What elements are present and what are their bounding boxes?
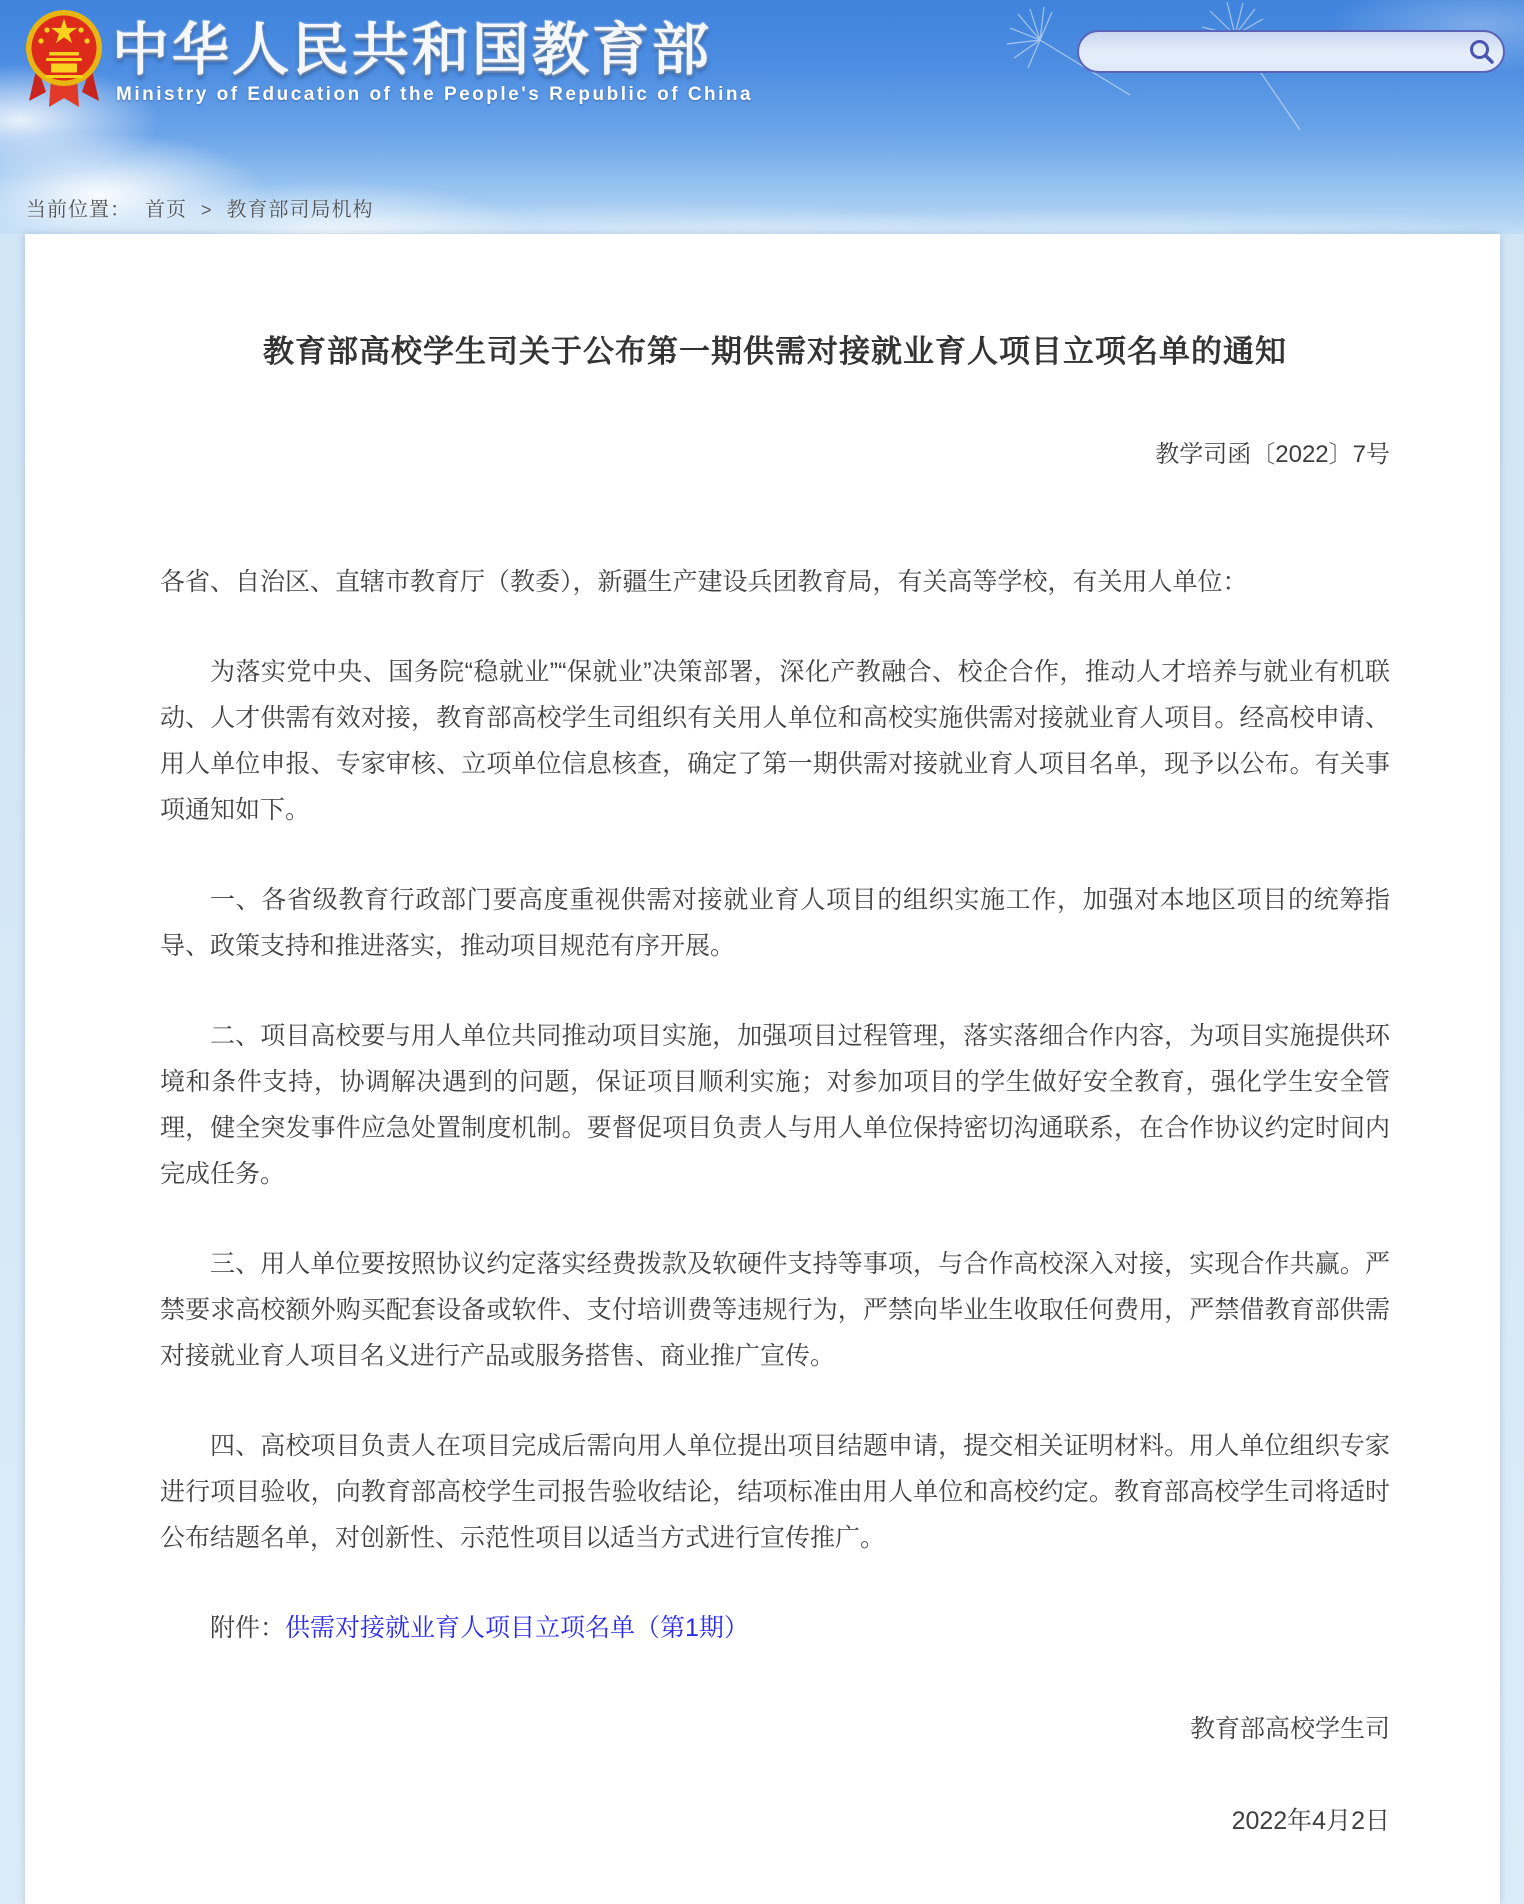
document-number: 教学司函〔2022〕7号 xyxy=(1155,441,1390,468)
salutation-paragraph: 各省、自治区、直辖市教育厅（教委），新疆生产建设兵团教育局，有关高等学校，有关用人单位： xyxy=(160,568,1248,596)
document-signature: 教育部高校学生司 xyxy=(1189,1715,1390,1743)
body-paragraph: 为落实党中央、国务院“稳就业”“保就业”决策部署，深化产教融合、校企合作，推动人才培养与就业有机联动、人才供需有效对接，教育部高校学生司组织有关用人单位和高校实施供需对接就业育人项目。经高校申请、用人单位申报、专家审核、立项单位信息核查，确定了第一期供需对接就业育人项目名单，现予以公布。有关事项通知如下。 xyxy=(160,658,1390,824)
body-paragraph: 三、用人单位要按照协议约定落实经费拨款及软硬件支持等事项，与合作高校深入对接，实现合作共赢。严禁要求高校额外购买配套设备或软件、支付培训费等违规行为，严禁向毕业生收取任何费用，严禁借教育部供需对接就业育人项目名义进行产品或服务搭售、商业推广宣传。 xyxy=(160,1250,1390,1370)
national-emblem-icon xyxy=(24,6,104,115)
body-paragraph: 一、各省级教育行政部门要高度重视供需对接就业育人项目的组织实施工作，加强对本地区项目的统筹指导、政策支持和推进落实，推动项目规范有序开展。 xyxy=(160,886,1390,960)
document-body xyxy=(160,559,1390,1841)
search-box xyxy=(1077,30,1505,73)
attachment-line xyxy=(160,1605,1390,1651)
search-button[interactable] xyxy=(1459,32,1503,71)
search-icon xyxy=(1468,38,1495,65)
breadcrumb-section-link[interactable]: 教育部司局机构 xyxy=(226,199,374,221)
dandelion-decoration xyxy=(980,0,1310,150)
site-subtitle: Ministry of Education of the People's Republic of China xyxy=(116,84,754,105)
breadcrumb xyxy=(26,193,374,222)
site-title: 中华人民共和国教育部 xyxy=(112,18,712,82)
search-input[interactable] xyxy=(1079,32,1459,71)
document-title: 教育部高校学生司关于公布第一期供需对接就业育人项目立项名单的通知 xyxy=(263,334,1287,369)
breadcrumb-label: 当前位置： xyxy=(26,199,131,221)
attachment-label: 附件： xyxy=(210,1614,286,1642)
document-date: 2022年4月2日 xyxy=(1231,1807,1390,1835)
body-paragraph: 二、项目高校要与用人单位共同推动项目实施，加强项目过程管理，落实落细合作内容，为项目实施提供环境和条件支持，协调解决遇到的问题，保证项目顺利实施；对参加项目的学生做好安全教育，强化学生安全管理，健全突发事件应急处置制度机制。要督促项目负责人与用人单位保持密切沟通联系，在合作协议约定时间内完成任务。 xyxy=(160,1022,1390,1188)
body-paragraph: 四、高校项目负责人在项目完成后需向用人单位提出项目结题申请，提交相关证明材料。用人单位组织专家进行项目验收，向教育部高校学生司报告验收结论，结项标准由用人单位和高校约定。教育部高校学生司将适时公布结题名单，对创新性、示范性项目以适当方式进行宣传推广。 xyxy=(160,1432,1390,1552)
breadcrumb-separator: > xyxy=(201,200,213,220)
site-header xyxy=(0,0,1524,234)
attachment-link[interactable]: 供需对接就业育人项目立项名单（第1期） xyxy=(285,1614,749,1642)
breadcrumb-home-link[interactable]: 首页 xyxy=(145,199,187,221)
document-container xyxy=(25,234,1500,1904)
